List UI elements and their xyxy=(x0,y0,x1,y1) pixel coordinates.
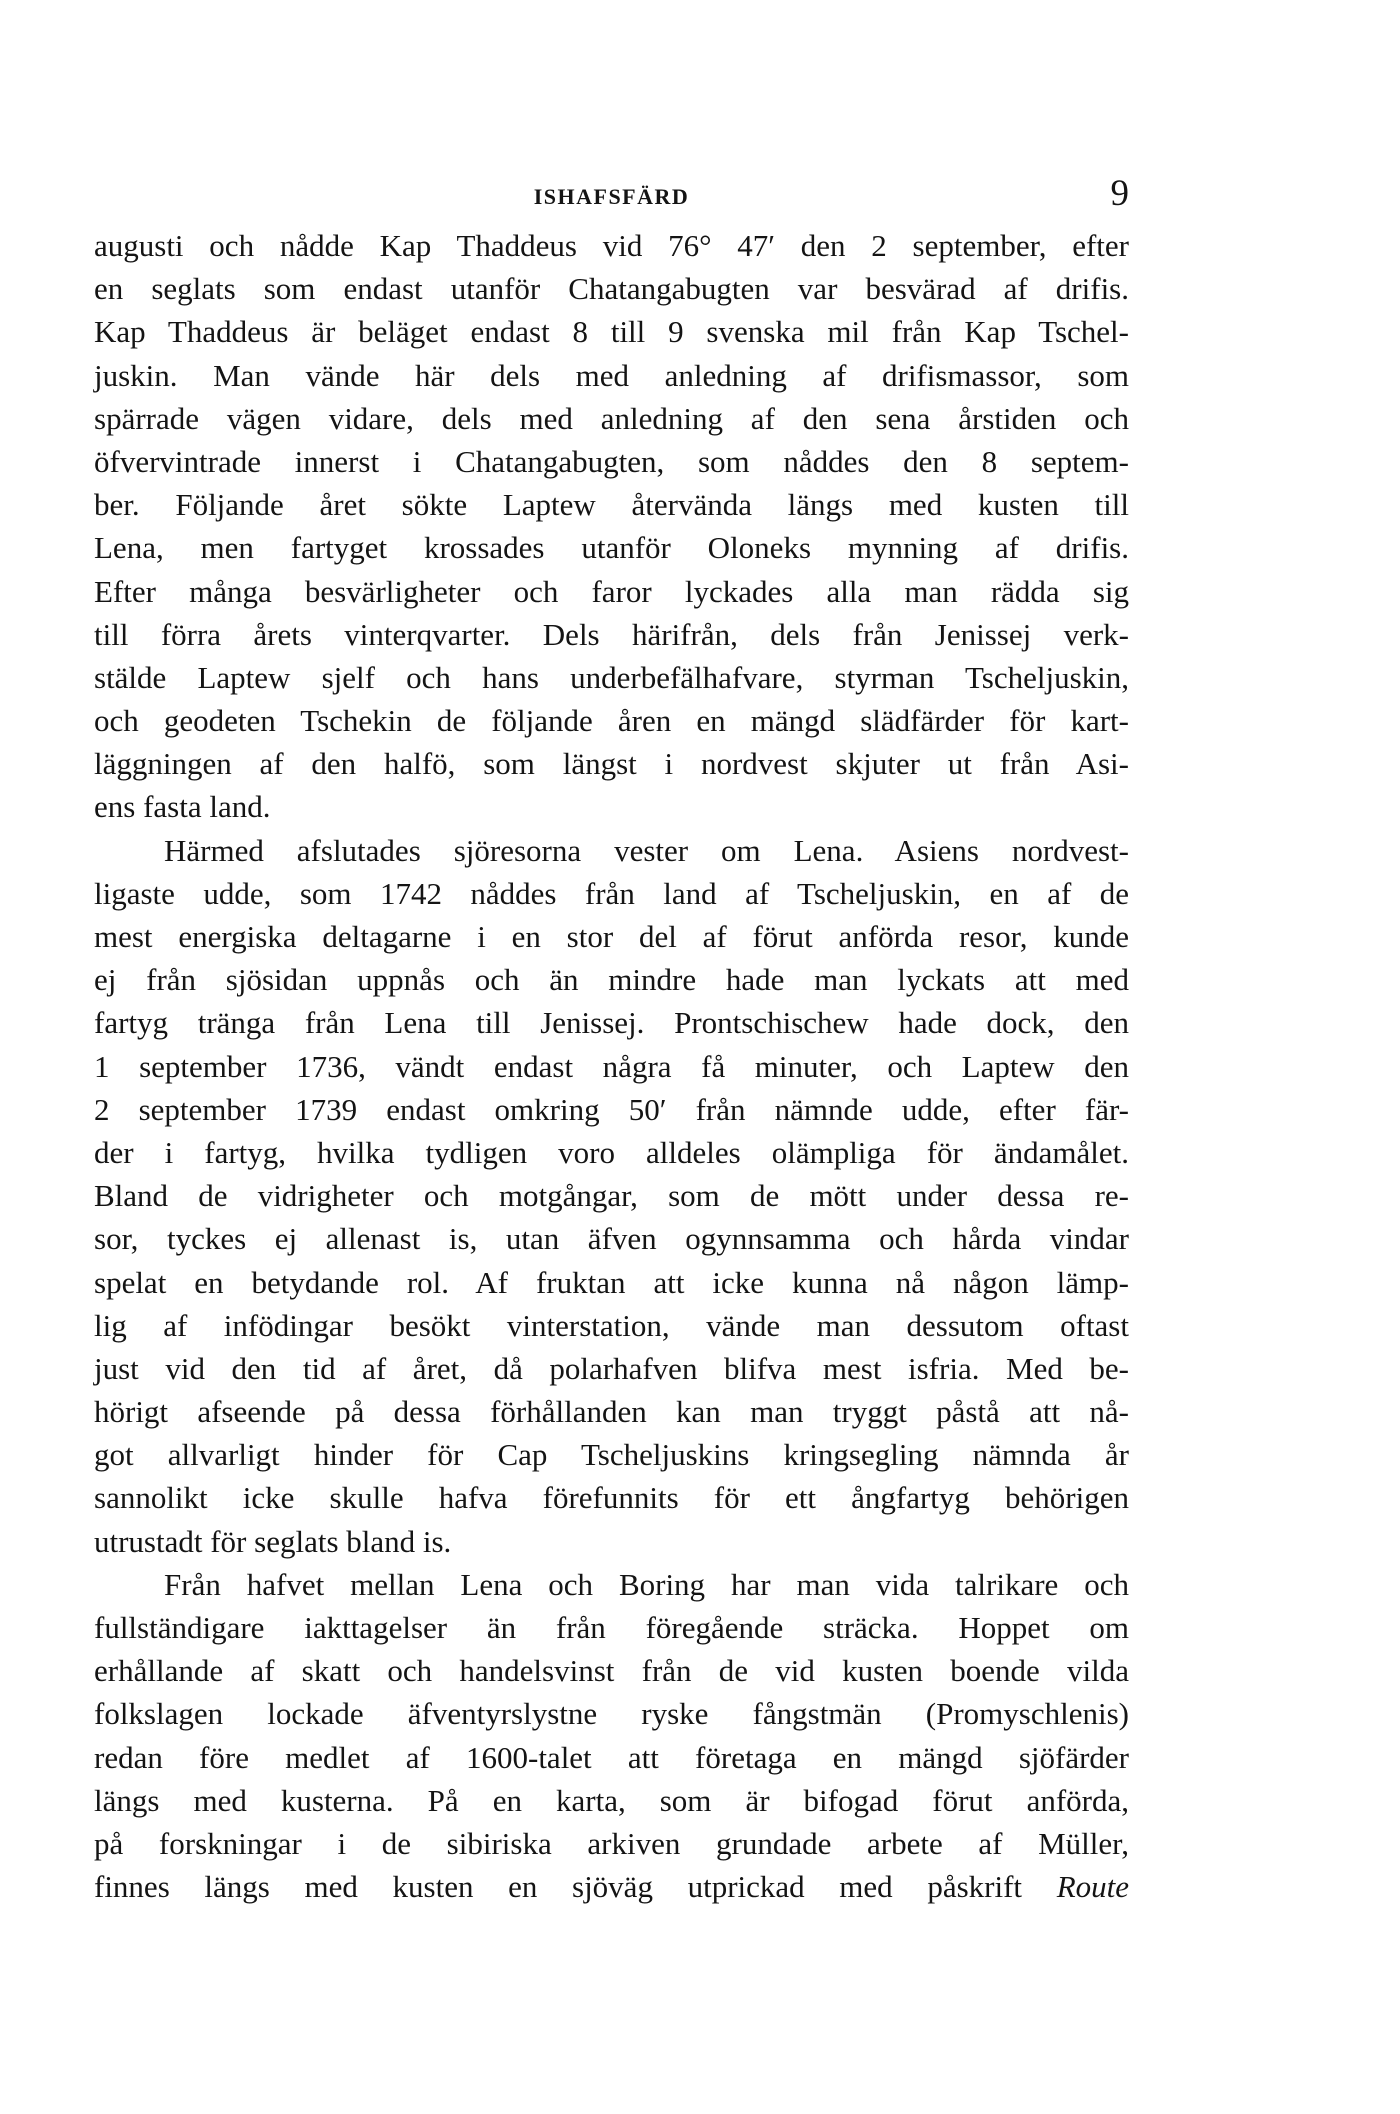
text-line: 1 september 1736, vändt endast några få minuter, och Laptew den xyxy=(94,1048,1129,1084)
text-line: redan före medlet af 1600-talet att företaga en mängd sjöfärder xyxy=(94,1739,1129,1775)
text-line: stälde Laptew sjelf och hans underbefälhafvare, styrman Tscheljuskin, xyxy=(94,659,1129,695)
paragraph-first-line: Från hafvet mellan Lena och Boring har man vida talrikare och xyxy=(164,1566,1129,1602)
text-line: spelat en betydande rol. Af fruktan att icke kunna nå någon lämp- xyxy=(94,1264,1129,1300)
paragraph-first-line: Härmed afslutades sjöresorna vester om Lena. Asiens nordvest- xyxy=(164,832,1129,868)
text-line: till förra årets vinterqvarter. Dels härifrån, dels från Jenissej verk- xyxy=(94,616,1129,652)
text-line: fullständigare iakttagelser än från föregående sträcka. Hoppet om xyxy=(94,1610,1129,1645)
running-head xyxy=(94,173,1129,218)
text-line: Efter många besvärligheter och faror lyckades alla man rädda sig xyxy=(94,573,1129,609)
text-line: Kap Thaddeus är beläget endast 8 till 9 svenska mil från Kap Tschel- xyxy=(94,314,1129,350)
text-line: sannolikt icke skulle hafva förefunnits för ett ångfartyg behörigen xyxy=(94,1480,1129,1516)
last-line-text: finnes längs med kusten en sjöväg utprickad med påskrift xyxy=(94,1869,1023,1905)
text-line: hörigt afseende på dessa förhållanden kan man tryggt påstå att nå- xyxy=(94,1394,1129,1430)
text-line: och geodeten Tschekin de följande åren en mängd slädfärder för kart- xyxy=(94,703,1129,739)
text-line: augusti och nådde Kap Thaddeus vid 76° 47′ den 2 september, efter xyxy=(94,228,1129,263)
text-line: just vid den tid af året, då polarhafven blifva mest isfria. Med be- xyxy=(94,1350,1129,1386)
body-text xyxy=(94,224,1129,1908)
text-line: på forskningar i de sibiriska arkiven grundade arbete af Müller, xyxy=(94,1825,1129,1861)
text-line: sor, tyckes ej allenast is, utan äfven ogynnsamma och hårda vindar xyxy=(94,1221,1129,1257)
text-line: längs med kusterna. På en karta, som är bifogad förut anförda, xyxy=(94,1782,1129,1818)
text-line: der i fartyg, hvilka tydligen voro alldeles olämpliga för ändamålet. xyxy=(94,1134,1129,1170)
last-text-line xyxy=(94,1865,1129,1908)
paragraph-end-line: utrustadt för seglats bland is. xyxy=(94,1523,452,1559)
text-line: öfvervintrade innerst i Chatangabugten, som nåddes den 8 septem- xyxy=(94,443,1129,479)
text-line: spärrade vägen vidare, dels med anledning af den sena årstiden och xyxy=(94,400,1129,436)
text-line: juskin. Man vände här dels med anledning af drifismassor, som xyxy=(94,357,1129,393)
text-line: got allvarligt hinder för Cap Tscheljuskins kringsegling nämnda år xyxy=(94,1437,1129,1473)
text-line: 2 september 1739 endast omkring 50′ från nämnde udde, efter fär- xyxy=(94,1091,1129,1127)
page-number: 9 xyxy=(1110,173,1129,214)
text-line: ligaste udde, som 1742 nåddes från land af Tscheljuskin, en af de xyxy=(94,875,1129,911)
paragraph-end-line: ens fasta land. xyxy=(94,789,271,825)
text-line: läggningen af den halfö, som längst i nordvest skjuter ut från Asi- xyxy=(94,746,1129,782)
text-line: folkslagen lockade äfventyrslystne ryske fångstmän (Promyschlenis) xyxy=(94,1696,1129,1732)
text-line: Lena, men fartyget krossades utanför Oloneks mynning af drifis. xyxy=(94,530,1129,566)
italic-word: Route xyxy=(1056,1869,1129,1905)
text-line: lig af infödingar besökt vinterstation, vände man dessutom oftast xyxy=(94,1307,1129,1343)
text-line: fartyg tränga från Lena till Jenissej. Prontschischew hade dock, den xyxy=(94,1005,1129,1041)
text-line: en seglats som endast utanför Chatangabugten var besvärad af drifis. xyxy=(94,271,1129,307)
text-line: ber. Följande året sökte Laptew återvända längs med kusten till xyxy=(94,487,1129,523)
running-title: ISHAFSFÄRD xyxy=(533,184,690,209)
text-line: ej från sjösidan uppnås och än mindre hade man lyckats att med xyxy=(94,962,1129,998)
text-line: erhållande af skatt och handelsvinst från de vid kusten boende vilda xyxy=(94,1653,1129,1689)
text-line: mest energiska deltagarne i en stor del af förut anförda resor, kunde xyxy=(94,919,1129,954)
text-line: Bland de vidrigheter och motgångar, som de mött under dessa re- xyxy=(94,1178,1129,1214)
